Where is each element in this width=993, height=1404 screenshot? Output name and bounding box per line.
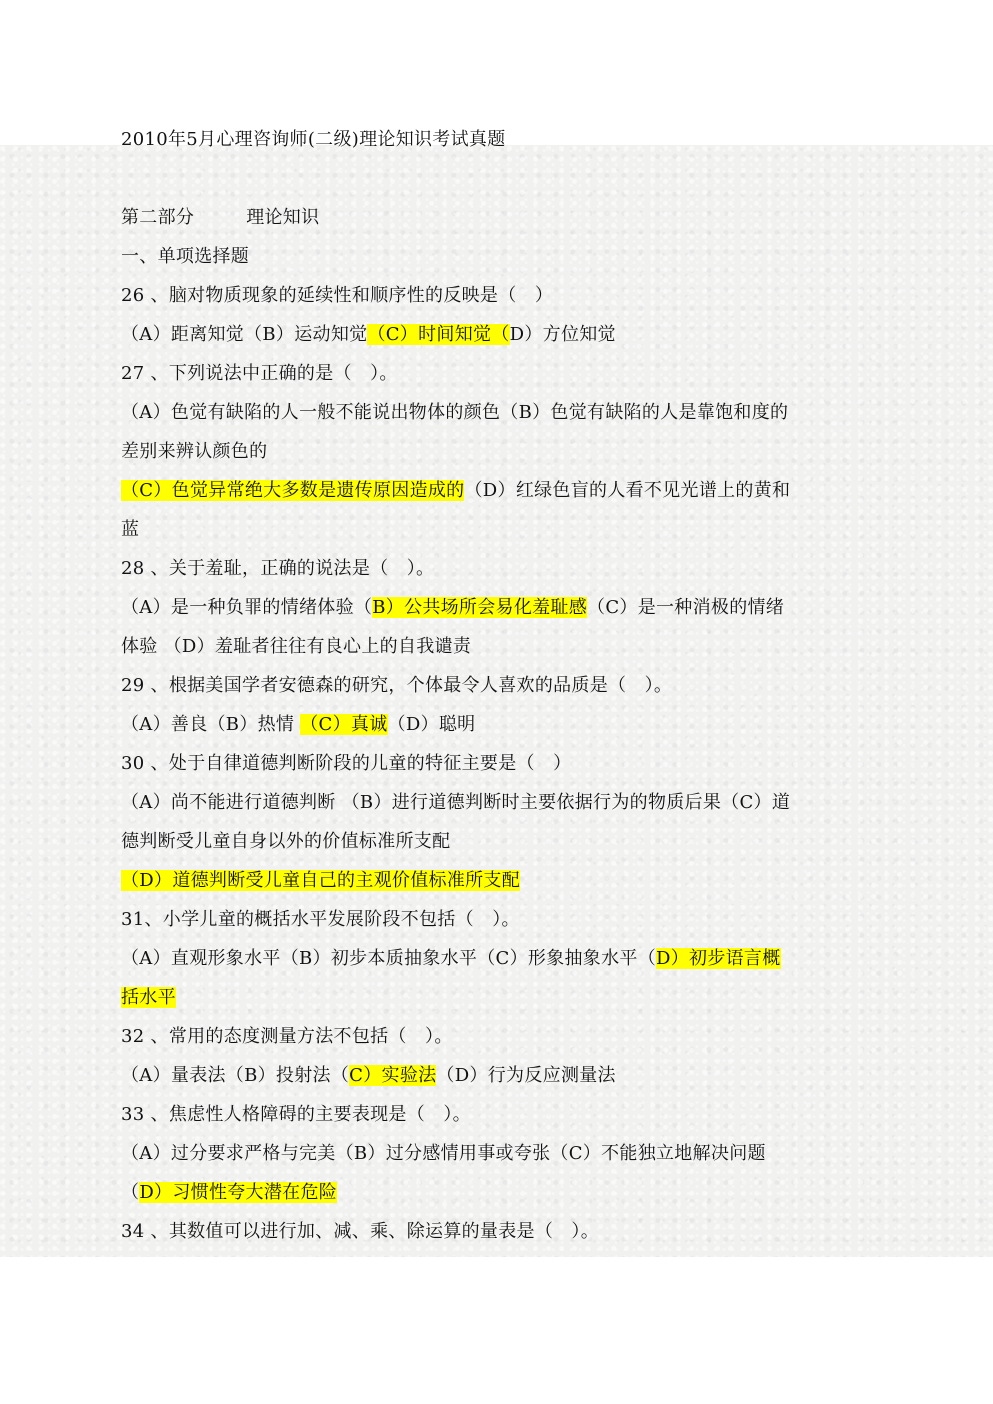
- option-text: （A）是一种负罪的情绪体验（: [121, 597, 373, 618]
- question-26-options: [121, 323, 616, 347]
- option-text: （D）红绿色盲的人看不见光谱上的黄和: [464, 480, 791, 501]
- question-29-options: [121, 713, 475, 737]
- option-text: （A）距离知觉（B）运动知觉: [121, 324, 368, 345]
- question-27-options-continued: 差别来辨认颜色的: [121, 441, 268, 462]
- option-text: （D）行为反应测量法: [436, 1065, 616, 1086]
- part-heading: [121, 206, 319, 230]
- option-text: （: [121, 1182, 140, 1203]
- question-27: 27 、下列说法中正确的是（ ）。: [121, 363, 398, 384]
- highlighted-answer: B）公共场所会易化羞耻感: [372, 597, 588, 618]
- question-28-options: [121, 596, 784, 620]
- question-28: 28 、关于羞耻，正确的说法是（ ）。: [121, 558, 435, 579]
- question-33-answer: [121, 1181, 337, 1205]
- highlighted-answer: （C）时间知觉（: [367, 324, 510, 345]
- question-33-options: （A）过分要求严格与完美（B）过分感情用事或夸张（C）不能独立地解决问题: [121, 1143, 766, 1164]
- option-text: （A）善良（B）热情: [121, 714, 301, 735]
- part-number: 第二部分: [121, 207, 195, 228]
- question-27-options-cd: [121, 479, 790, 503]
- question-31: 31、小学儿童的概括水平发展阶段不包括（ ）。: [121, 909, 520, 930]
- highlighted-answer: 括水平: [121, 987, 176, 1008]
- highlighted-answer: （D）道德判断受儿童自己的主观价值标准所支配: [121, 870, 521, 891]
- question-29: 29 、根据美国学者安德森的研究，个体最令人喜欢的品质是（ ）。: [121, 675, 673, 696]
- option-text: D）方位知觉: [509, 324, 616, 345]
- highlighted-answer: C）实验法: [349, 1065, 437, 1086]
- question-30-answer: [121, 869, 520, 893]
- question-30-options-continued: 德判断受儿童自身以外的价值标准所支配: [121, 831, 451, 852]
- question-27-options: （A）色觉有缺陷的人一般不能说出物体的颜色（B）色觉有缺陷的人是靠饱和度的: [121, 402, 789, 423]
- option-text: （D）聪明: [387, 714, 476, 735]
- question-30: 30 、处于自律道德判断阶段的儿童的特征主要是（ ）: [121, 753, 572, 774]
- highlighted-answer: D）初步语言概: [656, 948, 781, 969]
- option-text: （A）量表法（B）投射法（: [121, 1065, 350, 1086]
- question-34: 34 、其数值可以进行加、减、乘、除运算的量表是（ ）。: [121, 1221, 600, 1242]
- section-heading: 一、单项选择题: [121, 246, 250, 267]
- document-title: 2010年5月心理咨询师(二级)理论知识考试真题: [121, 129, 506, 150]
- question-32: 32 、常用的态度测量方法不包括（ ）。: [121, 1026, 453, 1047]
- highlighted-answer: （C）色觉异常绝大多数是遗传原因造成的: [121, 480, 465, 501]
- question-27-options-end: 蓝: [121, 519, 140, 540]
- question-33: 33 、焦虑性人格障碍的主要表现是（ ）。: [121, 1104, 471, 1125]
- question-31-options: [121, 947, 781, 971]
- question-28-options-continued: 体验 （D）羞耻者往往有良心上的自我谴责: [121, 636, 472, 657]
- question-31-answer-continued: [121, 986, 176, 1010]
- question-26: 26 、脑对物质现象的延续性和顺序性的反映是（ ）: [121, 285, 554, 306]
- question-30-options: （A）尚不能进行道德判断 （B）进行道德判断时主要依据行为的物质后果（C）道: [121, 792, 791, 813]
- question-32-options: [121, 1064, 616, 1088]
- part-name: 理论知识: [246, 207, 320, 228]
- highlighted-answer: D）习惯性夸大潜在危险: [139, 1182, 338, 1203]
- option-text: （C）是一种消极的情绪: [587, 597, 785, 618]
- highlighted-answer: （C）真诚: [300, 714, 388, 735]
- option-text: （A）直观形象水平（B）初步本质抽象水平（C）形象抽象水平（: [121, 948, 656, 969]
